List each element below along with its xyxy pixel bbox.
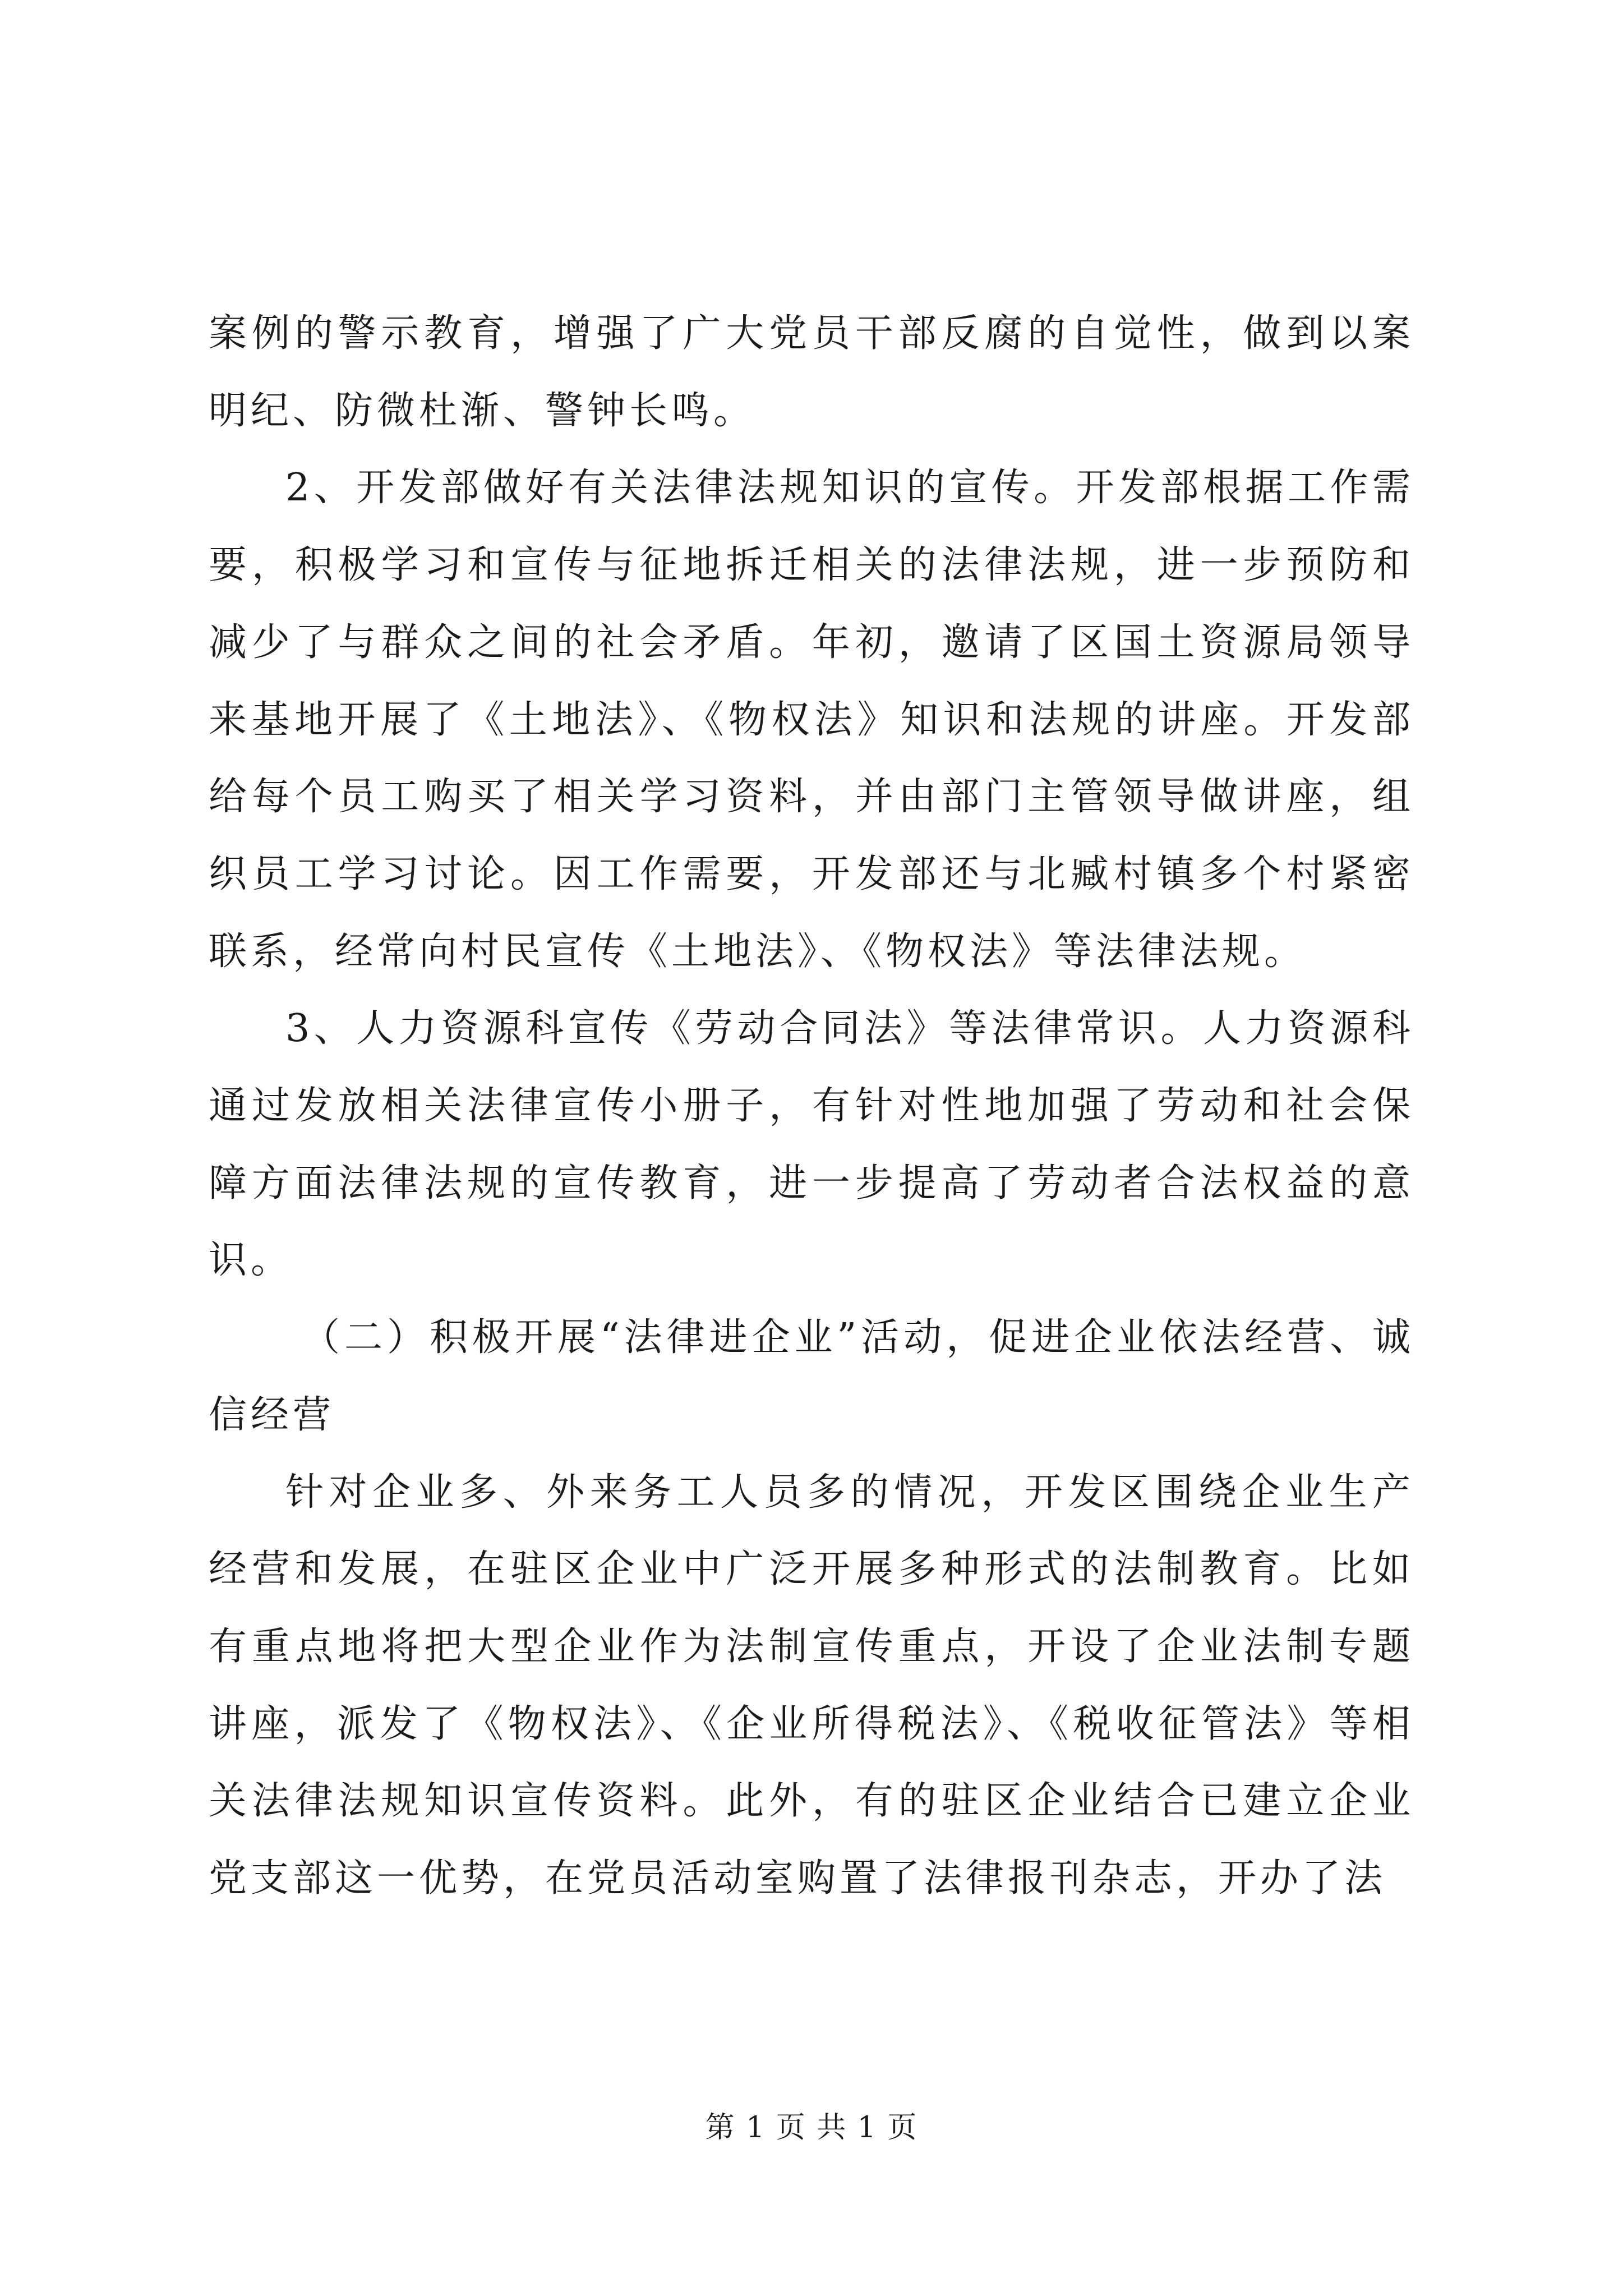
paragraph-continuation: 案例的警示教育，增强了广大党员干部反腐的自觉性，做到以案明纪、防微杜渐、警钟长鸣。 [209, 311, 1414, 433]
paragraph-development-dept: 2、开发部做好有关法律法规知识的宣传。开发部根据工作需要，积极学习和宣传与征地拆迁相关的法律法规，进一步预防和减少了与群众之间的社会矛盾。年初，邀请了区国土资源局领导来基地开展了《土地法》、《物权法》知识和法规的讲座。开发部给每个员工购买了相关学习资料，并由部门主管领导做讲座，组织员工学习讨论。因工作需要，开发部还与北臧村镇多个村紧密联系，经常向村民宣传《土地法》、《物权法》等法律法规。 [209, 466, 1414, 974]
paragraph-enterprise-education: 针对企业多、外来务工人员多的情况，开发区围绕企业生产经营和发展，在驻区企业中广泛开展多种形式的法制教育。比如有重点地将把大型企业作为法制宣传重点，开设了企业法制专题讲座，派发了《物权法》、《企业所得税法》、《税收征管法》等相关法律法规知识宣传资料。此外，有的驻区企业结合已建立企业党支部这一优势，在党员活动室购置了法律报刊杂志，开办了法 [209, 1470, 1414, 1901]
section-heading: （二）积极开展“法律进企业”活动，促进企业依法经营、诚信经营 [209, 1315, 1414, 1437]
paragraph-hr-dept: 3、人力资源科宣传《劳动合同法》等法律常识。人力资源科通过发放相关法律宣传小册子，有针对性地加强了劳动和社会保障方面法律法规的宣传教育，进一步提高了劳动者合法权益的意识。 [209, 1006, 1414, 1283]
document-body [209, 295, 1414, 1917]
page-footer: 第 1 页 共 1 页 [705, 2111, 918, 2145]
